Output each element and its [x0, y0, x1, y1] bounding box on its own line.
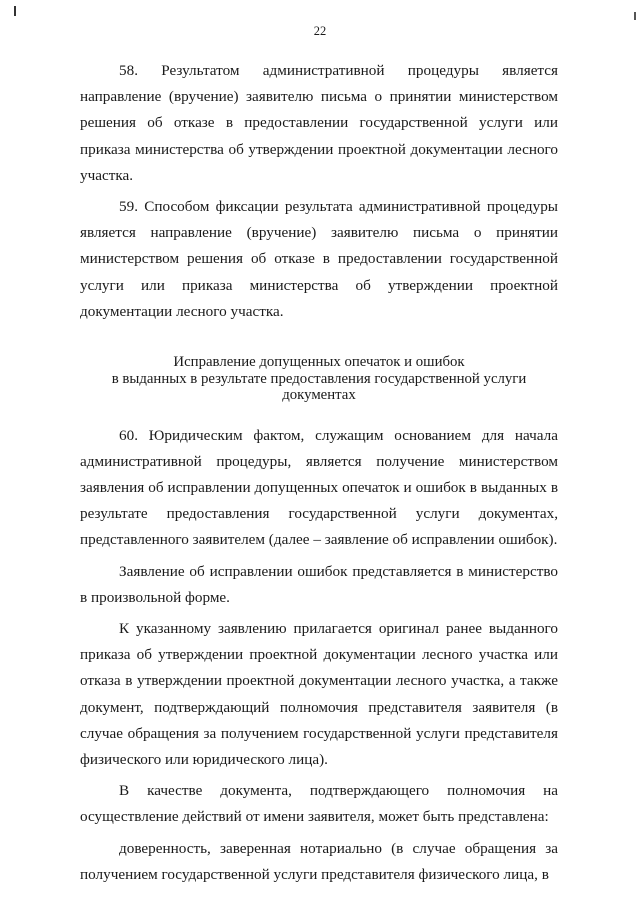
paragraph-authority-document: В качестве документа, подтверждающего полномочия на осуществление действий от имени заявителя, может быть представлена: — [80, 782, 558, 826]
paragraph-application-form: Заявление об исправлении ошибок представляется в министерство в произвольной форме. — [80, 562, 558, 606]
paragraph-60: 60. Юридическим фактом, служащим основанием для начала административной процедуры, является получение министерством заявления об исправлении допущенных опечаток и ошибок в выданных в результате предоставления государственной услуги документах, представленного заявителем (далее – заявление об исправлении ошибок). — [80, 426, 558, 549]
paragraph-59: 59. Способом фиксации результата административной процедуры является направление (вручение) заявителю письма о принятии министерством решения об отказе в предоставлении государственной услуги или приказа министерства об утверждении проектной документации лесного участка. — [80, 198, 558, 320]
paragraph-attachments: К указанному заявлению прилагается оригинал ранее выданного приказа об утверждении проектной документации лесного участка или отказа в утверждении проектной документации лесного участка, а также документ, подтверждающий полномочия представителя заявителя (в случае обращения за получением государственной услуги представителя физического или юридического лица). — [80, 619, 558, 768]
scan-artifact-mark — [634, 12, 636, 20]
section-heading — [80, 354, 558, 404]
document-body — [80, 58, 558, 888]
paragraph-power-of-attorney: доверенность, заверенная нотариально (в случае обращения за получением государственной услуги представителя физического лица, в — [80, 839, 558, 883]
section-heading-line: документах — [282, 387, 356, 404]
section-heading-line: в выданных в результате предоставления государственной услуги — [111, 370, 527, 387]
section-heading-line: Исправление допущенных опечаток и ошибок — [173, 354, 465, 371]
scan-artifact-mark — [14, 6, 16, 16]
page-number: 22 — [313, 24, 327, 38]
paragraph-58: 58. Результатом административной процедуры является направление (вручение) заявителю письма о принятии министерством решения об отказе в предоставлении государственной услуги или приказа министерства об утверждении проектной документации лесного участка. — [80, 62, 558, 184]
